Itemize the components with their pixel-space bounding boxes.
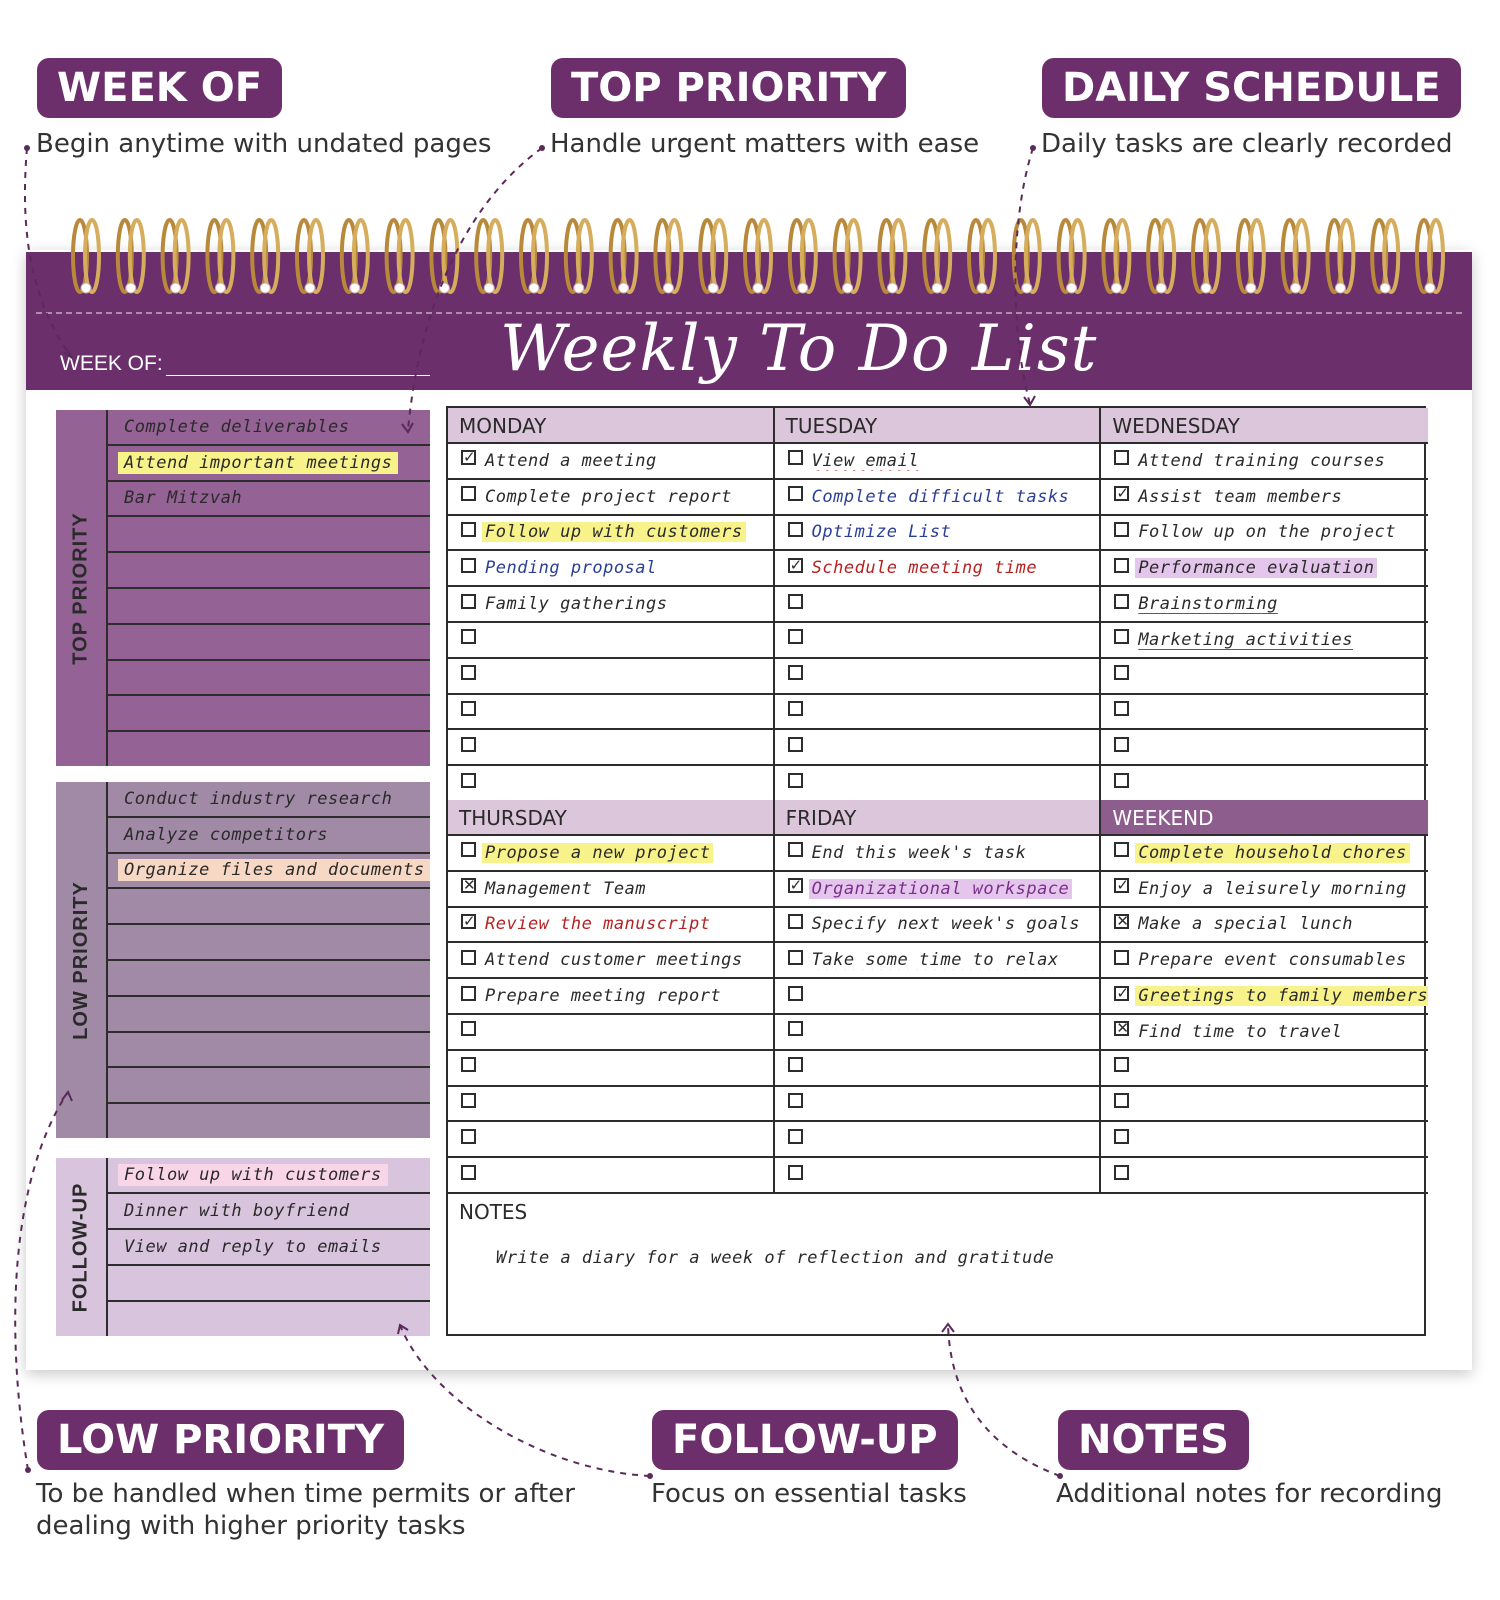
planner-title: Weekly To Do List (500, 312, 1098, 386)
spiral-coil (431, 220, 457, 293)
follow-up-side-label: FOLLOW-UP (56, 1158, 108, 1336)
task-checkbox[interactable] (788, 737, 803, 752)
task-row[interactable] (448, 1051, 773, 1087)
task-row[interactable] (775, 979, 1100, 1015)
task-row[interactable] (775, 1015, 1100, 1051)
daily-schedule-callout-caption: Daily tasks are clearly recorded (1041, 129, 1453, 159)
spiral-coil (1059, 220, 1085, 293)
notes-section (448, 1190, 1424, 1336)
low_priority-row[interactable] (108, 782, 430, 818)
follow_up-item (118, 1282, 130, 1284)
spiral-coil (476, 220, 502, 293)
spiral-coil (1148, 220, 1174, 293)
task-text: Complete project report (485, 486, 732, 507)
low_priority-row[interactable] (108, 1068, 430, 1104)
task-text: Attend a meeting (485, 450, 657, 471)
low_priority-row[interactable] (108, 997, 430, 1033)
spiral-binding (26, 208, 1472, 300)
task-row[interactable] (775, 1158, 1100, 1194)
task-row[interactable] (448, 516, 773, 552)
task-row[interactable] (1101, 587, 1428, 623)
task-checkbox[interactable] (788, 594, 803, 609)
top_priority-row[interactable] (108, 410, 430, 446)
task-text: Review the manuscript (485, 914, 711, 935)
task-row[interactable] (448, 444, 773, 480)
task-checkbox[interactable] (461, 594, 476, 609)
task-text: Prepare event consumables (1138, 950, 1407, 971)
top-priority-callout-label: TOP PRIORITY (551, 58, 906, 118)
task-row[interactable] (1101, 516, 1428, 552)
task-row[interactable] (775, 730, 1100, 766)
task-checkbox[interactable] (461, 1165, 476, 1180)
spiral-coil (252, 220, 278, 293)
task-row[interactable] (775, 695, 1100, 731)
spiral-coil (1327, 220, 1353, 293)
task-row[interactable] (775, 516, 1100, 552)
spiral-coil (297, 220, 323, 293)
top_priority-item: Attend important meetings (118, 452, 398, 474)
task-text: Brainstorming (1138, 594, 1278, 615)
task-checkbox[interactable]: ✓ (1116, 484, 1129, 503)
task-row[interactable] (448, 979, 773, 1015)
spiral-coil (1372, 220, 1398, 293)
task-text: Greetings to family members (1135, 986, 1428, 1006)
task-row[interactable] (448, 659, 773, 695)
task-checkbox[interactable] (461, 486, 476, 501)
task-row[interactable] (1101, 1051, 1428, 1087)
low_priority-item (118, 1084, 130, 1086)
task-text: Take some time to relax (811, 950, 1059, 971)
task-text: Organizational workspace (809, 879, 1073, 899)
top_priority-item (118, 641, 130, 643)
task-checkbox[interactable] (1114, 665, 1129, 680)
low_priority-row[interactable] (108, 818, 430, 854)
top_priority-row[interactable] (108, 589, 430, 625)
task-checkbox[interactable] (461, 1093, 476, 1108)
low_priority-item (118, 1048, 130, 1050)
task-checkbox[interactable] (461, 1021, 476, 1036)
task-row[interactable] (1101, 695, 1428, 731)
task-row[interactable] (775, 659, 1100, 695)
task-checkbox[interactable]: ✓ (1116, 983, 1129, 1002)
task-text: Family gatherings (485, 594, 668, 615)
spiral-coil (387, 220, 413, 293)
spiral-coil (1014, 220, 1040, 293)
task-row[interactable] (1101, 1087, 1428, 1123)
task-text: Assist team members (1138, 486, 1343, 507)
task-row[interactable] (448, 908, 773, 944)
task-row[interactable] (775, 1122, 1100, 1158)
low_priority-item (118, 905, 130, 907)
top-priority-list (108, 410, 430, 766)
task-row[interactable] (448, 1015, 773, 1051)
week-of-callout-caption: Begin anytime with undated pages (36, 129, 492, 159)
task-row[interactable] (1101, 480, 1428, 516)
task-checkbox[interactable] (1114, 522, 1129, 537)
task-checkbox[interactable] (788, 773, 803, 788)
task-text: Attend customer meetings (485, 950, 743, 971)
task-checkbox[interactable]: ✓ (789, 555, 803, 574)
top_priority-item: Bar Mitzvah (124, 488, 243, 509)
day-column (448, 800, 775, 1194)
spiral-coil (118, 220, 144, 293)
low_priority-item (118, 1120, 130, 1122)
top_priority-row[interactable] (108, 517, 430, 553)
task-checkbox[interactable] (461, 629, 476, 644)
task-row[interactable] (775, 1051, 1100, 1087)
spiral-coil (521, 220, 547, 293)
follow-up-panel (56, 1158, 430, 1336)
spiral-coil (566, 220, 592, 293)
top_priority-item: Complete deliverables (124, 416, 350, 437)
spiral-coil (1283, 220, 1309, 293)
task-checkbox[interactable] (1114, 594, 1129, 609)
day-header: FRIDAY (775, 800, 1100, 836)
top_priority-item (118, 712, 130, 714)
low_priority-item (118, 1013, 130, 1015)
task-row[interactable] (775, 623, 1100, 659)
top_priority-row[interactable] (108, 446, 430, 482)
task-checkbox[interactable]: ✓ (463, 448, 476, 467)
low_priority-item: Analyze competitors (124, 824, 328, 845)
spiral-coil (1417, 220, 1443, 293)
day-header: THURSDAY (448, 800, 773, 836)
task-checkbox[interactable]: ✕ (463, 876, 476, 895)
top_priority-row[interactable] (108, 732, 430, 766)
task-row[interactable] (775, 943, 1100, 979)
task-row[interactable] (448, 730, 773, 766)
notes-callout-label: NOTES (1058, 1410, 1249, 1470)
task-row[interactable] (775, 587, 1100, 623)
task-text: Performance evaluation (1135, 558, 1377, 578)
task-row[interactable] (448, 1122, 773, 1158)
task-checkbox[interactable] (788, 986, 803, 1001)
task-text: Find time to travel (1138, 1021, 1343, 1042)
follow_up-item: View and reply to emails (124, 1237, 382, 1257)
task-row[interactable] (1101, 1015, 1428, 1051)
spiral-coil (790, 220, 816, 293)
top_priority-item (118, 676, 130, 678)
task-checkbox[interactable] (788, 629, 803, 644)
task-checkbox[interactable] (1114, 701, 1129, 716)
task-checkbox[interactable] (788, 1165, 803, 1180)
task-checkbox[interactable] (788, 701, 803, 716)
low_priority-item (118, 941, 130, 943)
spiral-coil (611, 220, 637, 293)
follow_up-row[interactable] (108, 1266, 430, 1302)
task-text: Complete household chores (1135, 843, 1409, 863)
top_priority-item (118, 569, 130, 571)
task-text: End this week's task (811, 842, 1027, 863)
follow-up-callout-label: FOLLOW-UP (652, 1410, 958, 1470)
notes-callout-caption: Additional notes for recording (1056, 1479, 1443, 1509)
task-row[interactable] (775, 551, 1100, 587)
task-checkbox[interactable]: ✕ (1116, 911, 1129, 930)
day-header: TUESDAY (775, 408, 1100, 444)
follow_up-item: Dinner with boyfriend (124, 1201, 350, 1221)
task-text: Make a special lunch (1138, 914, 1354, 935)
week-of-label: WEEK OF: (60, 352, 163, 375)
task-row[interactable] (1101, 979, 1428, 1015)
task-row[interactable] (448, 872, 773, 908)
day-column (775, 408, 1102, 802)
task-text: Management Team (485, 878, 647, 899)
low_priority-row[interactable] (108, 889, 430, 925)
task-row[interactable] (1101, 908, 1428, 944)
task-row[interactable] (775, 444, 1100, 480)
task-row[interactable] (448, 551, 773, 587)
task-text: Marketing activities (1138, 629, 1354, 650)
follow_up-row[interactable] (108, 1302, 430, 1336)
spiral-coil (655, 220, 681, 293)
task-checkbox[interactable] (461, 842, 476, 857)
day-column (1101, 408, 1428, 802)
task-checkbox[interactable] (788, 950, 803, 965)
task-row[interactable] (775, 836, 1100, 872)
day-column (1101, 800, 1428, 1194)
task-text: Propose a new project (482, 843, 713, 863)
task-row[interactable] (1101, 943, 1428, 979)
spiral-coil (745, 220, 771, 293)
daily-schedule-grid (446, 406, 1426, 1336)
week-of-callout-label: WEEK OF (37, 58, 282, 118)
spiral-coil (163, 220, 189, 293)
day-column (775, 800, 1102, 1194)
task-row[interactable] (1101, 1122, 1428, 1158)
task-checkbox[interactable] (1114, 450, 1129, 465)
task-checkbox[interactable] (461, 773, 476, 788)
low-priority-list (108, 782, 430, 1138)
spiral-coil (207, 220, 233, 293)
task-checkbox[interactable]: ✓ (463, 911, 476, 930)
task-row[interactable] (448, 695, 773, 731)
task-text: Optimize List (811, 522, 952, 543)
day-column (448, 408, 775, 802)
top_priority-item (118, 533, 130, 535)
top_priority-row[interactable] (108, 661, 430, 697)
low_priority-item (118, 977, 130, 979)
top_priority-row[interactable] (108, 482, 430, 518)
spiral-coil (1193, 220, 1219, 293)
follow-up-list (108, 1158, 430, 1336)
spiral-coil (1103, 220, 1129, 293)
task-checkbox[interactable]: ✓ (1116, 876, 1129, 895)
task-checkbox[interactable] (788, 914, 803, 929)
task-checkbox[interactable] (461, 1129, 476, 1144)
low-priority-callout-label: LOW PRIORITY (37, 1410, 404, 1470)
task-checkbox[interactable] (1114, 629, 1129, 644)
task-row[interactable] (1101, 836, 1428, 872)
task-row[interactable] (448, 480, 773, 516)
low_priority-row[interactable] (108, 925, 430, 961)
follow-up-callout-caption: Focus on essential tasks (651, 1479, 967, 1509)
week-of-write-line (166, 375, 430, 376)
task-checkbox[interactable] (1114, 737, 1129, 752)
task-row[interactable] (1101, 551, 1428, 587)
task-row[interactable] (775, 480, 1100, 516)
task-row[interactable] (448, 623, 773, 659)
spiral-coil (969, 220, 995, 293)
task-checkbox[interactable]: ✕ (1116, 1019, 1129, 1038)
task-text: Enjoy a leisurely morning (1138, 878, 1407, 899)
task-row[interactable] (448, 943, 773, 979)
task-checkbox[interactable] (461, 665, 476, 680)
task-checkbox[interactable] (788, 522, 803, 537)
task-row[interactable] (1101, 1158, 1428, 1194)
task-row[interactable] (775, 908, 1100, 944)
task-checkbox[interactable] (1114, 558, 1129, 573)
spiral-coil (342, 220, 368, 293)
spiral-coil (924, 220, 950, 293)
task-row[interactable] (448, 1158, 773, 1194)
task-checkbox[interactable] (788, 1093, 803, 1108)
task-checkbox[interactable] (1114, 1129, 1129, 1144)
spiral-coil (700, 220, 726, 293)
task-row[interactable] (448, 587, 773, 623)
task-checkbox[interactable] (788, 450, 803, 465)
low_priority-item: Organize files and documents (118, 859, 430, 881)
spiral-coil (73, 220, 99, 293)
task-checkbox[interactable] (1114, 842, 1129, 857)
task-checkbox[interactable]: ✓ (789, 876, 803, 895)
task-checkbox[interactable] (461, 986, 476, 1001)
task-text: Prepare meeting report (485, 986, 722, 1007)
spiral-coil (835, 220, 861, 293)
task-text: View email (811, 450, 920, 471)
low-priority-callout-caption: To be handled when time permits or after dealing with higher priority tasks (36, 1479, 575, 1541)
day-header: WEDNESDAY (1101, 408, 1428, 444)
low-priority-panel (56, 782, 430, 1138)
task-row[interactable] (1101, 659, 1428, 695)
task-checkbox[interactable] (1114, 1057, 1129, 1072)
low_priority-row[interactable] (108, 961, 430, 997)
task-text: Follow up on the project (1138, 522, 1396, 543)
low_priority-row[interactable] (108, 1104, 430, 1138)
spiral-coil (1238, 220, 1264, 293)
task-checkbox[interactable] (461, 701, 476, 716)
task-text: Attend training courses (1138, 450, 1386, 471)
task-text: Specify next week's goals (811, 914, 1081, 935)
task-checkbox[interactable] (788, 1021, 803, 1036)
day-header: MONDAY (448, 408, 773, 444)
task-row[interactable] (448, 1087, 773, 1123)
task-text: Complete difficult tasks (811, 486, 1070, 507)
task-row[interactable] (775, 766, 1100, 802)
top-priority-panel (56, 410, 430, 766)
notes-heading: NOTES (459, 1200, 528, 1224)
task-checkbox[interactable] (461, 950, 476, 965)
day-header: WEEKEND (1101, 800, 1428, 836)
task-text: Pending proposal (485, 558, 657, 579)
task-row[interactable] (1101, 623, 1428, 659)
task-checkbox[interactable] (461, 522, 476, 537)
task-row[interactable] (448, 766, 773, 802)
top-priority-side-label: TOP PRIORITY (56, 410, 108, 766)
task-checkbox[interactable] (788, 665, 803, 680)
follow_up-row[interactable] (108, 1158, 430, 1194)
task-checkbox[interactable] (461, 737, 476, 752)
task-row[interactable] (1101, 766, 1428, 802)
task-row[interactable] (1101, 872, 1428, 908)
low_priority-item: Conduct industry research (124, 788, 393, 809)
task-row[interactable] (1101, 444, 1428, 480)
notes-text: Write a diary for a week of reflection and gratitude (496, 1248, 1055, 1268)
top_priority-row[interactable] (108, 553, 430, 589)
task-checkbox[interactable] (1114, 773, 1129, 788)
task-row[interactable] (775, 1087, 1100, 1123)
follow_up-row[interactable] (108, 1230, 430, 1266)
task-checkbox[interactable] (788, 1129, 803, 1144)
follow_up-row[interactable] (108, 1194, 430, 1230)
daily-schedule-callout-label: DAILY SCHEDULE (1042, 58, 1461, 118)
low_priority-row[interactable] (108, 1033, 430, 1069)
task-text: Schedule meeting time (811, 558, 1038, 579)
low_priority-row[interactable] (108, 854, 430, 890)
top_priority-row[interactable] (108, 625, 430, 661)
top_priority-row[interactable] (108, 696, 430, 732)
top_priority-item (118, 748, 130, 750)
low-priority-side-label: LOW PRIORITY (56, 782, 108, 1138)
top-priority-callout-caption: Handle urgent matters with ease (550, 129, 980, 159)
task-checkbox[interactable] (1114, 950, 1129, 965)
task-checkbox[interactable] (1114, 1093, 1129, 1108)
task-checkbox[interactable] (1114, 1165, 1129, 1180)
task-checkbox[interactable] (461, 1057, 476, 1072)
task-row[interactable] (448, 836, 773, 872)
follow_up-item: Follow up with customers (118, 1164, 388, 1186)
task-row[interactable] (775, 872, 1100, 908)
follow_up-item (118, 1318, 130, 1320)
task-text: Follow up with customers (482, 522, 746, 542)
spiral-coil (879, 220, 905, 293)
task-checkbox[interactable] (788, 1057, 803, 1072)
task-checkbox[interactable] (788, 842, 803, 857)
top_priority-item (118, 605, 130, 607)
task-row[interactable] (1101, 730, 1428, 766)
task-checkbox[interactable] (788, 486, 803, 501)
task-checkbox[interactable] (461, 558, 476, 573)
